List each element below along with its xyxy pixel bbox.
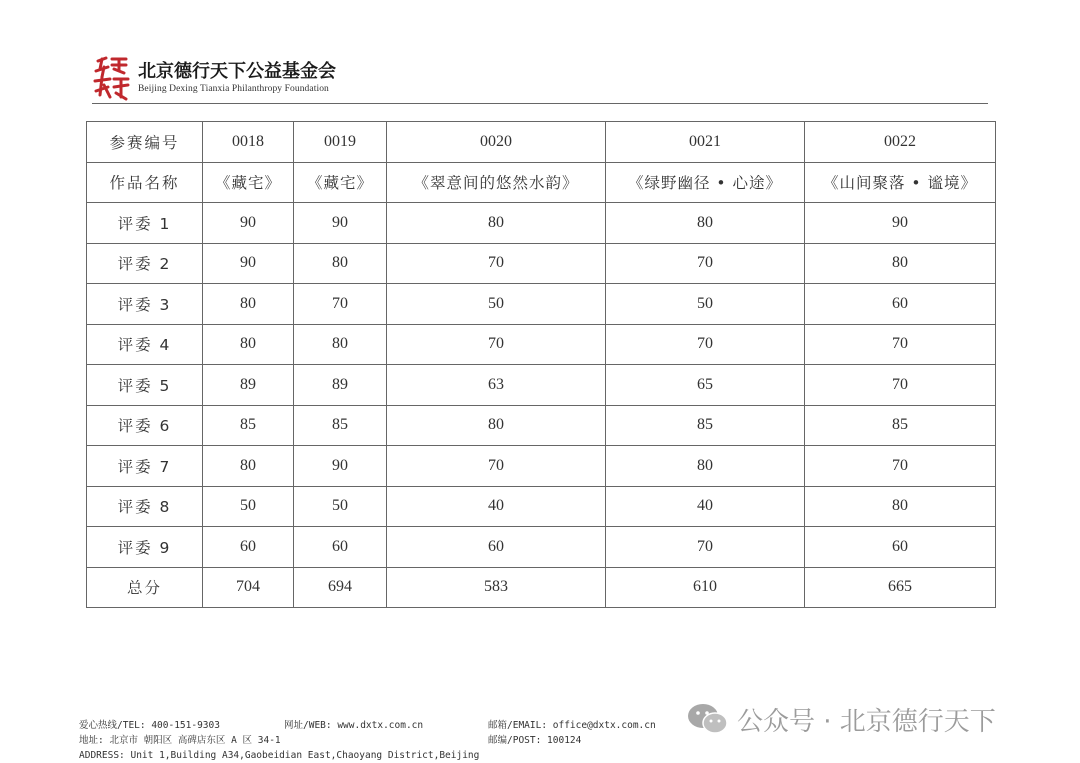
score-cell: 70 [606, 324, 805, 365]
footer-tel: 爱心热线/TEL: 400-151-9303 [79, 720, 220, 731]
score-cell: 80 [387, 203, 606, 244]
footer-email: 邮箱/EMAIL: office@dxtx.com.cn [488, 720, 656, 731]
score-cell: 80 [203, 324, 294, 365]
letterhead [92, 54, 336, 102]
watermark-text: 公众号 · 北京德行天下 [737, 706, 996, 737]
footer-post: 邮编/POST: 100124 [488, 735, 582, 746]
score-cell: 70 [387, 446, 606, 487]
score-cell: 50 [294, 486, 387, 527]
score-cell: 89 [294, 365, 387, 406]
entry-id-cell: 0018 [203, 122, 294, 163]
score-cell: 80 [805, 486, 996, 527]
foundation-seal-logo [92, 55, 132, 101]
score-cell: 80 [606, 446, 805, 487]
judge-label: 评委 7 [87, 446, 203, 487]
score-cell: 90 [294, 446, 387, 487]
judge-label: 评委 6 [87, 405, 203, 446]
total-label: 总分 [87, 567, 203, 608]
score-cell: 85 [606, 405, 805, 446]
score-cell: 70 [606, 527, 805, 568]
score-cell: 80 [203, 284, 294, 325]
work-title-cell: 《藏宅》 [294, 162, 387, 203]
score-cell: 70 [805, 365, 996, 406]
judge-label: 评委 3 [87, 284, 203, 325]
total-score-cell: 665 [805, 567, 996, 608]
total-score-cell: 610 [606, 567, 805, 608]
org-name-chinese: 北京德行天下公益基金会 [138, 61, 336, 82]
score-cell: 90 [203, 243, 294, 284]
table-row-entry-id [87, 122, 996, 163]
score-cell: 63 [387, 365, 606, 406]
table-row-judge [87, 365, 996, 406]
score-cell: 89 [203, 365, 294, 406]
score-cell: 70 [294, 284, 387, 325]
footer-address-cn: 地址: 北京市 朝阳区 高碑店东区 A 区 34-1 [79, 735, 281, 746]
score-cell: 60 [805, 527, 996, 568]
score-cell: 85 [203, 405, 294, 446]
score-cell: 85 [805, 405, 996, 446]
row-label-work-title: 作品名称 [87, 162, 203, 203]
score-cell: 80 [606, 203, 805, 244]
work-title-cell: 《翠意间的悠然水韵》 [387, 162, 606, 203]
score-cell: 60 [294, 527, 387, 568]
score-cell: 60 [805, 284, 996, 325]
wechat-icon [687, 702, 729, 736]
score-cell: 60 [387, 527, 606, 568]
score-cell: 70 [606, 243, 805, 284]
score-cell: 50 [387, 284, 606, 325]
table-row-judge [87, 284, 996, 325]
table-row-judge [87, 405, 996, 446]
score-cell: 70 [805, 324, 996, 365]
score-cell: 40 [387, 486, 606, 527]
score-cell: 50 [606, 284, 805, 325]
entry-id-cell: 0019 [294, 122, 387, 163]
entry-id-cell: 0022 [805, 122, 996, 163]
table-row-total [87, 567, 996, 608]
score-cell: 70 [387, 243, 606, 284]
score-table [86, 121, 996, 608]
footer-address-en: ADDRESS: Unit 1,Building A34,Gaobeidian East,Chaoyang District,Beijing [79, 750, 480, 761]
table-row-judge [87, 324, 996, 365]
table-row-judge [87, 446, 996, 487]
table-row-judge [87, 486, 996, 527]
score-cell: 85 [294, 405, 387, 446]
contact-footer [79, 718, 656, 763]
total-score-cell: 583 [387, 567, 606, 608]
table-row-work-title [87, 162, 996, 203]
score-cell: 70 [805, 446, 996, 487]
total-score-cell: 704 [203, 567, 294, 608]
score-cell: 80 [294, 324, 387, 365]
header-divider [92, 103, 988, 104]
score-cell: 40 [606, 486, 805, 527]
entry-id-cell: 0021 [606, 122, 805, 163]
entry-id-cell: 0020 [387, 122, 606, 163]
table-row-judge [87, 243, 996, 284]
score-cell: 90 [805, 203, 996, 244]
score-cell: 70 [387, 324, 606, 365]
score-cell: 80 [387, 405, 606, 446]
work-title-cell: 《绿野幽径 • 心途》 [606, 162, 805, 203]
judge-label: 评委 2 [87, 243, 203, 284]
score-cell: 60 [203, 527, 294, 568]
score-cell: 80 [805, 243, 996, 284]
judge-label: 评委 5 [87, 365, 203, 406]
wechat-watermark [687, 700, 996, 738]
judge-label: 评委 1 [87, 203, 203, 244]
work-title-cell: 《藏宅》 [203, 162, 294, 203]
score-cell: 80 [203, 446, 294, 487]
footer-web: 网址/WEB: www.dxtx.com.cn [284, 720, 424, 731]
score-cell: 65 [606, 365, 805, 406]
score-cell: 50 [203, 486, 294, 527]
score-cell: 90 [294, 203, 387, 244]
score-cell: 90 [203, 203, 294, 244]
judge-label: 评委 9 [87, 527, 203, 568]
table-row-judge [87, 527, 996, 568]
judge-label: 评委 8 [87, 486, 203, 527]
table-row-judge [87, 203, 996, 244]
judge-label: 评委 4 [87, 324, 203, 365]
org-name-english: Beijing Dexing Tianxia Philanthropy Foundation [138, 84, 329, 94]
total-score-cell: 694 [294, 567, 387, 608]
score-cell: 80 [294, 243, 387, 284]
row-label-entry-id: 参赛编号 [87, 122, 203, 163]
work-title-cell: 《山间聚落 • 谧境》 [805, 162, 996, 203]
